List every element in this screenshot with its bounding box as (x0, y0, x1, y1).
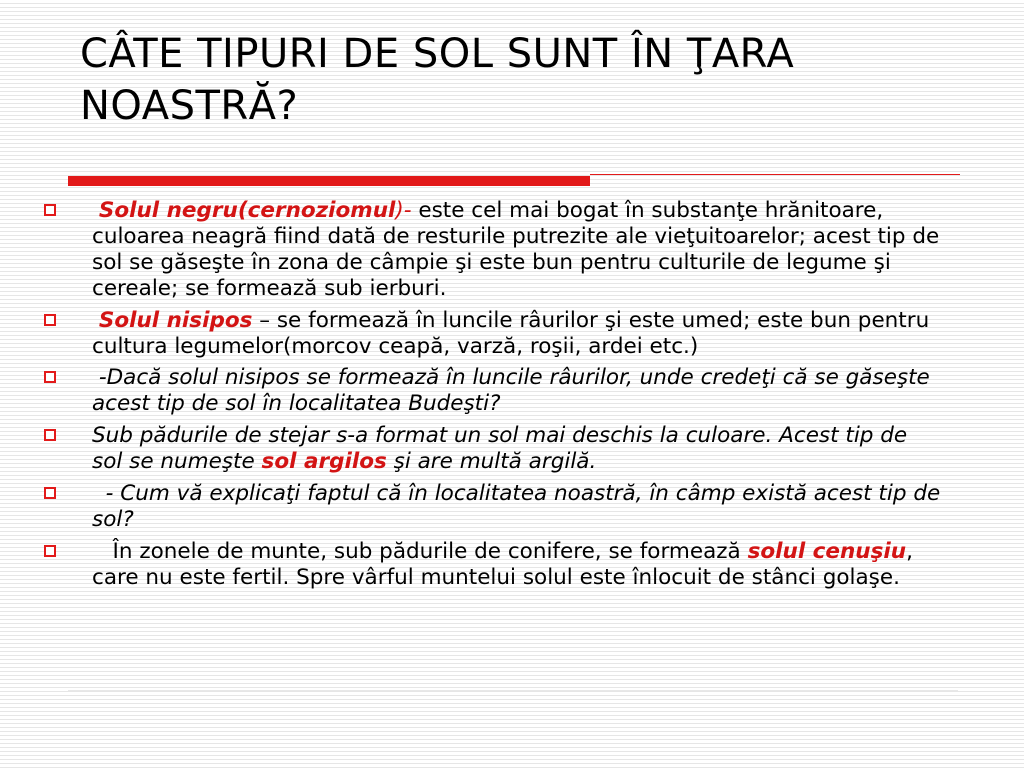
hollow-square-icon (44, 371, 56, 383)
slide-title: CÂTE TIPURI DE SOL SUNT ÎN ŢARA NOASTRĂ? (80, 31, 795, 129)
term-nisipos: Solul nisipos (98, 308, 253, 333)
hollow-square-icon (44, 429, 56, 441)
item-text-after: şi are multă argilă. (386, 449, 597, 474)
item-text: Sub pădurile de stejar s-a format un sol mai deschis la culoare. Acest tip de sol se numeşte (92, 423, 908, 474)
title-underline-thick (68, 176, 590, 186)
list-item-cernoziom: Solul negru(cernoziomul)- este cel mai bogat în substanţe hrănitoare, culoarea neagră fiind dată de resturile putrezite ale vieţuitoarelor; acest tip de sol se găseşte în zona de câmpie şi este bun pentru culturile de legume şi cereale; se formează sub ierburi. (42, 198, 942, 302)
item-text: - Cum vă explicaţi faptul că în localitatea noastră, în câmp există acest tip de sol? (92, 481, 948, 532)
hollow-square-icon (44, 487, 56, 499)
title-underline-thin (590, 174, 960, 175)
hollow-square-icon (44, 545, 56, 557)
term-cenusiu: solul cenuşiu (747, 539, 907, 564)
item-text: -Dacă solul nisipos se formează în luncile râurilor, unde credeţi că se găseşte acest tip de sol în localitatea Budeşti? (92, 365, 937, 416)
list-item-cenusiu (42, 539, 942, 591)
hollow-square-icon (44, 204, 56, 216)
bullet-list (42, 198, 948, 597)
list-item-question-camp (42, 481, 948, 533)
list-item-argilos (42, 423, 942, 475)
footer-divider (68, 690, 958, 691)
item-text: este cel mai bogat în substanţe hrănitoare, culoarea neagră fiind dată de resturile putrezite ale vieţuitoarelor; acest tip de sol se găseşte în zona de câmpie şi este bun pentru culturile de legume şi cereale; se formează sub ierburi. (92, 198, 940, 301)
hollow-square-icon (44, 314, 56, 326)
item-text: – se formează în luncile râurilor şi este umed; este bun pentru cultura legumelor(morcov ceapă, varză, roşii, ardei etc.) (92, 308, 930, 359)
list-item-nisipos (42, 308, 942, 360)
term-argilos: sol argilos (261, 449, 387, 474)
item-text: În zonele de munte, sub pădurile de conifere, se formează (92, 539, 748, 564)
item-text-after: , care nu este fertil. Spre vârful muntelui solul este înlocuit de stânci golaşe. (92, 539, 913, 590)
term-cernoziom: Solul negru(cernoziomul (98, 198, 396, 223)
list-item-question-budesti (42, 365, 942, 417)
